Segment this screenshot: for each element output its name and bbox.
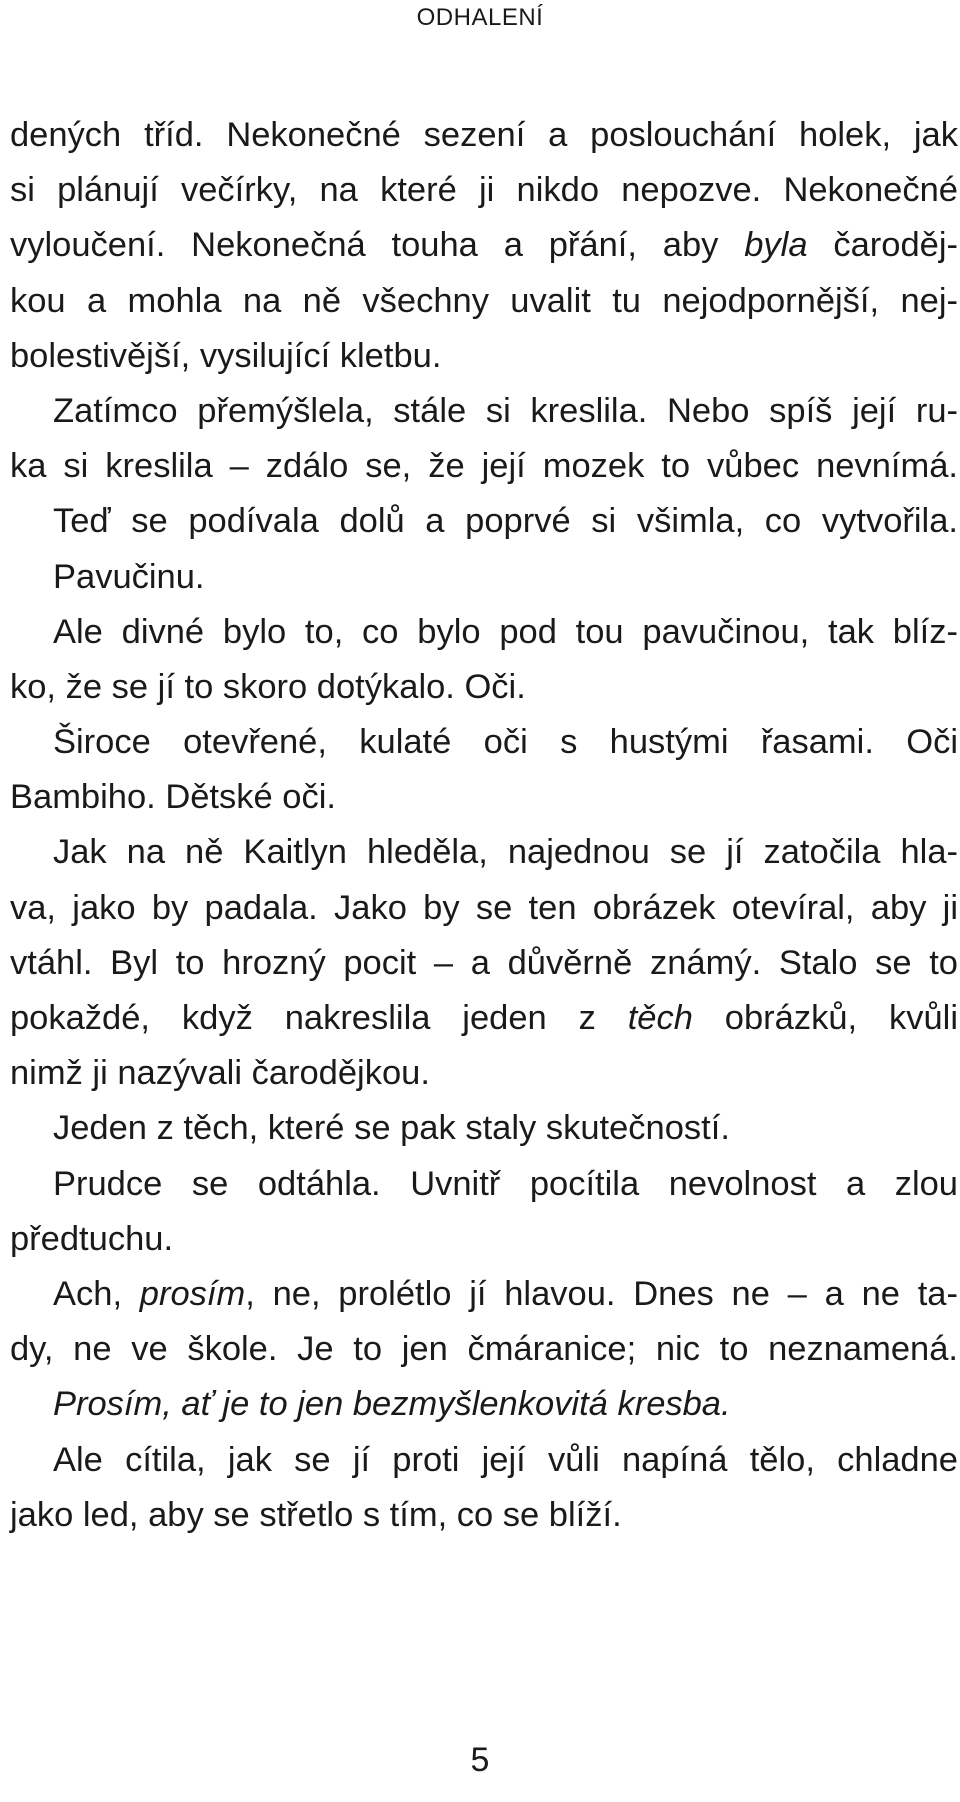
text-line: předtuchu. bbox=[10, 1219, 174, 1258]
text-line: bolestivější, vysilující kletbu. bbox=[10, 336, 442, 375]
text-line: dených tříd. Nekonečné sezení a poslouchání holek, jak bbox=[10, 116, 958, 154]
text-line: Prudce se odtáhla. Uvnitř pocítila nevolnost a zlou bbox=[53, 1164, 958, 1203]
text-line: Ach, prosím, ne, prolétlo jí hlavou. Dnes ne – a ne ta- bbox=[53, 1274, 958, 1313]
text-line: Bambiho. Dětské oči. bbox=[10, 778, 336, 817]
text-line: Ale divné bylo to, co bylo pod tou pavučinou, tak blíz- bbox=[53, 612, 958, 651]
text-line: ka si kreslila – zdálo se, že její mozek to vůbec nevnímá. bbox=[10, 447, 958, 486]
text-line: vyloučení. Nekonečná touha a přání, aby byla čaroděj- bbox=[10, 226, 958, 265]
text-line bbox=[10, 1377, 958, 1432]
body-text bbox=[10, 108, 958, 1543]
italic-emphasis: těch bbox=[627, 999, 693, 1037]
text-line: Široce otevřené, kulaté oči s hustými řasami. Oči bbox=[53, 723, 958, 762]
text-line: nimž ji nazývali čarodějkou. bbox=[10, 1054, 430, 1093]
italic-emphasis: byla bbox=[744, 226, 808, 265]
italic-emphasis: prosím bbox=[139, 1274, 246, 1313]
page-number: 5 bbox=[470, 1741, 490, 1779]
italic-emphasis: Prosím, ať je to jen bezmyšlenkovitá kresba. bbox=[53, 1385, 731, 1424]
text-line: dy, ne ve škole. Je to jen čmáranice; nic to neznamená. bbox=[10, 1330, 958, 1369]
running-head: ODHALENÍ bbox=[416, 4, 544, 31]
text-line: ko, že se jí to skoro dotýkalo. Oči. bbox=[10, 667, 526, 706]
text-line: va, jako by padala. Jako by se ten obrázek otevíral, aby ji bbox=[10, 888, 958, 927]
text-line: Teď se podívala dolů a poprvé si všimla, co vytvořila. bbox=[53, 502, 958, 541]
text-line: si plánují večírky, na které ji nikdo nepozve. Nekonečné bbox=[10, 171, 958, 210]
text-line: jako led, aby se střetlo s tím, co se blíží. bbox=[10, 1495, 622, 1534]
text-line: Zatímco přemýšlela, stále si kreslila. Nebo spíš její ru- bbox=[53, 391, 958, 430]
text-line: Jeden z těch, které se pak staly skutečností. bbox=[53, 1109, 730, 1148]
text-line: pokaždé, když nakreslila jeden z těch obrázků, kvůli bbox=[10, 999, 958, 1037]
text-line: Pavučinu. bbox=[53, 557, 205, 596]
text-line: Jak na ně Kaitlyn hleděla, najednou se jí zatočila hla- bbox=[53, 833, 958, 872]
text-line: vtáhl. Byl to hrozný pocit – a důvěrně známý. Stalo se to bbox=[10, 943, 958, 982]
text-line: kou a mohla na ně všechny uvalit tu nejodpornější, nej- bbox=[10, 281, 958, 320]
text-line: Ale cítila, jak se jí proti její vůli napíná tělo, chladne bbox=[53, 1440, 958, 1479]
